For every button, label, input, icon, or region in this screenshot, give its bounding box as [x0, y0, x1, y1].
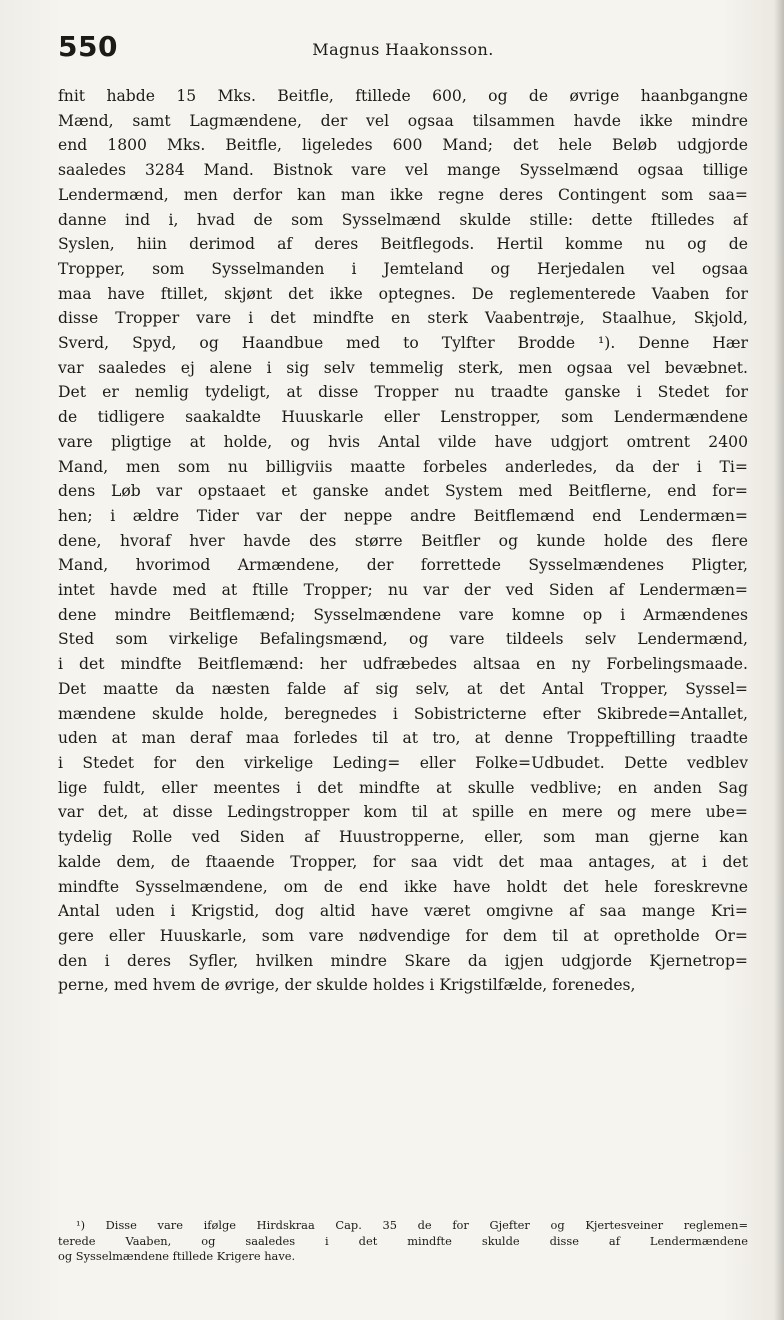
- footnote-line: ¹) Disse vare ifølge Hirdskraa Cap. 35 de for Gjefter og Kjertesveiner reglemen=: [76, 1218, 748, 1232]
- text-line: Mand, men som nu billigviis maatte forbeles anderledes, da der i Ti=: [58, 457, 748, 476]
- main-text: [58, 84, 748, 998]
- text-line: Sted som virkelige Befalingsmænd, og vare tildeels selv Lendermænd,: [58, 630, 748, 649]
- text-line: hen; i ældre Tider var der neppe andre Beitflemænd end Lendermæn=: [58, 506, 748, 525]
- text-line: dene, hvoraf hver havde des større Beitfler og kunde holde des flere: [58, 531, 748, 550]
- footnote: [58, 1218, 748, 1265]
- text-line: danne ind i, hvad de som Sysselmænd skulde stille: dette ftilledes af: [58, 210, 748, 229]
- text-line: mændene skulde holde, beregnedes i Sobistricterne efter Skibrede=Antallet,: [58, 704, 748, 723]
- text-line: Mænd, samt Lagmændene, der vel ogsaa tilsammen havde ikke mindre: [58, 111, 748, 130]
- text-line: Det maatte da næsten falde af sig selv, at det Antal Tropper, Syssel=: [58, 679, 748, 698]
- text-line: i Stedet for den virkelige Leding= eller Folke=Udbudet. Dette vedblev: [58, 753, 748, 772]
- text-line: dene mindre Beitflemænd; Sysselmændene vare komne op i Armændenes: [58, 605, 748, 624]
- text-line: Det er nemlig tydeligt, at disse Tropper nu traadte ganske i Stedet for: [58, 383, 748, 402]
- text-line: maa have ftillet, skjønt det ikke optegnes. De reglementerede Vaaben for: [58, 284, 748, 303]
- text-line: Lendermænd, men derfor kan man ikke regne deres Contingent som saa=: [58, 185, 748, 204]
- text-line: de tidligere saakaldte Huuskarle eller Lenstropper, som Lendermændene: [58, 408, 748, 427]
- text-line: Syslen, hiin derimod af deres Beitflegods. Hertil komme nu og de: [58, 235, 748, 254]
- text-line: perne, med hvem de øvrige, der skulde holdes i Krigstilfælde, forenedes,: [58, 976, 636, 995]
- text-line: vare pligtige at holde, og hvis Antal vilde have udgjort omtrent 2400: [58, 432, 748, 451]
- footnote-line: og Sysselmændene ftillede Krigere have.: [58, 1249, 296, 1264]
- text-line: Tropper, som Sysselmanden i Jemteland og Herjedalen vel ogsaa: [58, 259, 748, 278]
- text-line: dens Løb var opstaaet et ganske andet System med Beitflerne, end for=: [58, 482, 748, 501]
- page-header: [58, 30, 748, 70]
- text-line: intet havde med at ftille Tropper; nu var der ved Siden af Lendermæn=: [58, 581, 748, 600]
- text-line: Antal uden i Krigstid, dog altid have været omgivne af saa mange Kri=: [58, 902, 748, 921]
- text-line: lige fuldt, eller meentes i det mindfte at skulle vedblive; en anden Sag: [58, 778, 748, 797]
- text-line: Mand, hvorimod Armændene, der forrettede Sysselmændenes Pligter,: [58, 556, 748, 575]
- text-line: var saaledes ej alene i sig selv temmelig sterk, men ogsaa vel bevæbnet.: [58, 358, 748, 377]
- text-line: Sverd, Spyd, og Haandbue med to Tylfter Brodde ¹). Denne Hær: [58, 334, 748, 353]
- text-line: gere eller Huuskarle, som vare nødvendige for dem til at opretholde Or=: [58, 926, 748, 945]
- footnote-line: terede Vaaben, og saaledes i det mindfte skulde disse af Lendermændene: [58, 1233, 748, 1248]
- text-line: uden at man deraf maa forledes til at tro, at denne Troppeftilling traadte: [58, 729, 748, 748]
- text-line: end 1800 Mks. Beitfle, ligeledes 600 Mand; det hele Beløb udgjorde: [58, 136, 748, 155]
- text-line: i det mindfte Beitflemænd: her udfræbedes altsaa en ny Forbelingsmaade.: [58, 655, 748, 674]
- text-line: disse Tropper vare i det mindfte en sterk Vaabentrøje, Staalhue, Skjold,: [58, 309, 748, 328]
- text-line: fnit habde 15 Mks. Beitfle, ftillede 600, og de øvrige haanbgangne: [58, 87, 748, 105]
- text-line: den i deres Syfler, hvilken mindre Skare da igjen udgjorde Kjernetrop=: [58, 951, 748, 970]
- text-line: kalde dem, de ftaaende Tropper, for saa vidt det maa antages, at i det: [58, 852, 748, 871]
- page-edge-shadow: [774, 0, 784, 1320]
- text-line: saaledes 3284 Mand. Bistnok vare vel mange Sysselmænd ogsaa tillige: [58, 161, 748, 180]
- running-title: Magnus Haakonsson.: [312, 40, 494, 59]
- text-line: var det, at disse Ledingstropper kom til at spille en mere og mere ube=: [58, 803, 748, 822]
- text-line: mindfte Sysselmændene, om de end ikke have holdt det hele foreskrevne: [58, 877, 748, 896]
- page-number: 550: [58, 30, 118, 63]
- text-line: tydelig Rolle ved Siden af Huustropperne, eller, som man gjerne kan: [58, 828, 748, 847]
